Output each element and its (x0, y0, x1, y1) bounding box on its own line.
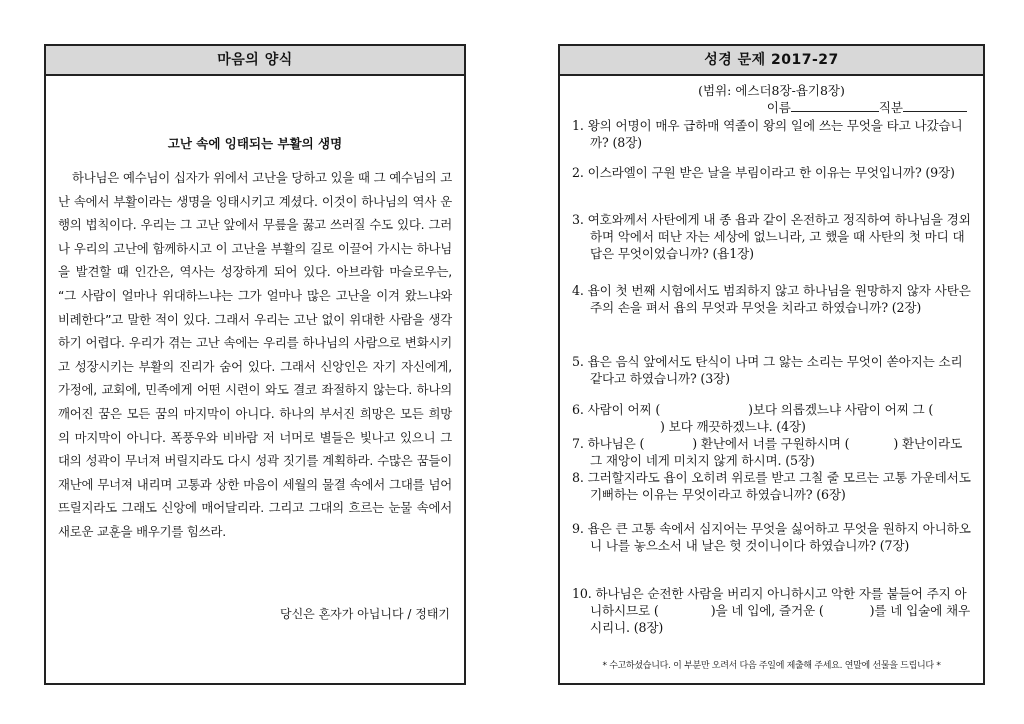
question-number: 6. (572, 402, 584, 417)
question-6 (572, 401, 972, 435)
question-number: 9. (572, 521, 584, 536)
question-8 (572, 469, 972, 503)
question-text: ) 환난에서 너를 구원하시며 ( (692, 436, 850, 451)
question-number: 4. (572, 283, 584, 298)
office-label: 직분 (878, 100, 903, 115)
question-text: ) 환난이라도 그 재앙이 네게 미치지 않게 하시며. (5장) (590, 436, 963, 468)
bible-quiz-panel (558, 44, 985, 685)
article-credit: 당신은 혼자가 아닙니다 / 정태기 (280, 607, 450, 621)
devotional-panel (44, 44, 466, 685)
question-number: 2. (572, 165, 584, 180)
question-text: )를 네 입술에 채우시리니. (8장) (590, 603, 971, 635)
question-2 (572, 164, 972, 181)
question-text: )보다 의롭겠느냐 사람이 어찌 그 ( (748, 402, 934, 417)
question-number: 10. (572, 586, 592, 601)
question-text: 하나님은 순전한 사람을 버리지 아니하시고 악한 자를 붙들어 주지 아니하시므로 ( (590, 586, 967, 618)
question-number: 7. (572, 436, 584, 451)
question-number: 5. (572, 354, 584, 369)
name-office-line (767, 98, 967, 116)
question-1 (572, 117, 972, 151)
question-text: 이스라엘이 구원 받은 날을 부림이라고 한 이유는 무엇입니까? (9장) (587, 165, 955, 180)
article-title: 고난 속에 잉태되는 부활의 생명 (167, 136, 343, 151)
question-10 (572, 585, 972, 636)
question-text: 하나님은 ( (587, 436, 645, 451)
question-9 (572, 520, 972, 554)
question-number: 8. (572, 470, 584, 485)
question-text: 사람이 어찌 ( (587, 402, 661, 417)
name-label: 이름 (766, 100, 791, 115)
devotional-header: 마음의 양식 (46, 46, 464, 76)
question-text: ) 보다 깨끗하겠느냐. (4장) (660, 419, 806, 434)
question-text: 욥은 음식 앞에서도 탄식이 나며 그 앓는 소리는 무엇이 쏟아지는 소리 같다고 하였습니까? (3장) (587, 354, 963, 386)
question-text: 여호와께서 사탄에게 내 종 욥과 같이 온전하고 정직하여 하나님을 경외하며 악에서 떠난 자는 세상에 없느니라, 고 했을 때 사탄의 첫 마디 대답은 무엇이었습니까? (욥1장) (587, 212, 971, 261)
question-text: 그러할지라도 욥이 오히려 위로를 받고 그칠 줄 모르는 고통 가운데서도 기뻐하는 이유는 무엇이라고 하였습니까? (6장) (587, 470, 971, 502)
question-3 (572, 211, 972, 262)
question-number: 3. (572, 212, 584, 227)
question-text: )을 네 입에, 즐거운 ( (710, 603, 824, 618)
quiz-footnote: * 수고하셨습니다. 이 부분만 오려서 다음 주일에 제출해 주세요. 연말에 선물을 드립니다 * (602, 661, 941, 671)
quiz-range: (범위: 에스더8장-욥기8장) (698, 83, 845, 98)
question-text: 욥은 큰 고통 속에서 심지어는 무엇을 싫어하고 무엇을 원하지 아니하오니 나를 놓으소서 내 날은 헛 것이니이다 하였습니까? (7장) (587, 521, 971, 553)
question-text: 욥이 첫 번째 시험에서도 범죄하지 않고 하나님을 원망하지 않자 사탄은 주의 손을 펴서 욥의 무엇과 무엇을 치라고 하였습니까? (2장) (587, 283, 971, 315)
question-number: 1. (572, 118, 584, 133)
question-7 (572, 435, 972, 469)
article-body: 하나님은 예수님이 십자가 위에서 고난을 당하고 있을 때 그 예수님의 고난 속에서 부활이라는 생명을 잉태시키고 계셨다. 이것이 하나님의 역사 운행의 법칙이다. 우리는 그 고난 앞에서 무릎을 꿇고 쓰러질 수도 있다. 그러나 우리의 고난에 함께하시고 이 고난을 부활의 길로 이끌어 가시는 하나님을 발견할 때 인간은, 역사는 성장하게 되어 있다. 아브라함 마슬로우는, “그 사람이 얼마나 위대하느냐는 그가 얼마나 많은 고난을 이겨 왔느냐와 비례한다”고 말한 적이 있다. 그래서 우리는 고난 없이 위대한 사람을 생각하기 어렵다. 우리가 겪는 고난 속에는 우리를 하나님의 사람으로 변화시키고 성장시키는 부활의 진리가 숨어 있다. 그래서 신앙인은 자기 자신에게, 가정에, 교회에, 민족에게 어떤 시련이 와도 결코 좌절하지 않는다. 하나의 깨어진 꿈은 모든 꿈의 마지막이 아니다. 하나의 부서진 희망은 모든 희망의 마지막이 아니다. 폭풍우와 비바람 저 너머로 별들은 빛나고 있으니 그대의 성곽이 무너져 버릴지라도 다시 성곽 짓기를 계획하라. 수많은 꿈들이 재난에 무너져 내리며 고통과 상한 마음이 세월의 물결 속에서 그대를 넘어뜨릴지라도 그래도 신앙에 매어달리라. 그리고 그대의 흐르는 눈물 속에서 새로운 교훈을 배우기를 힘쓰라. (58, 170, 452, 539)
question-4 (572, 282, 972, 316)
office-blank[interactable] (903, 99, 967, 112)
quiz-header: 성경 문제 2017-27 (560, 46, 983, 76)
question-5 (572, 353, 972, 387)
name-blank[interactable] (791, 99, 879, 112)
question-text: 왕의 어명이 매우 급하매 역졸이 왕의 일에 쓰는 무엇을 타고 나갔습니까? (8장) (587, 118, 963, 150)
